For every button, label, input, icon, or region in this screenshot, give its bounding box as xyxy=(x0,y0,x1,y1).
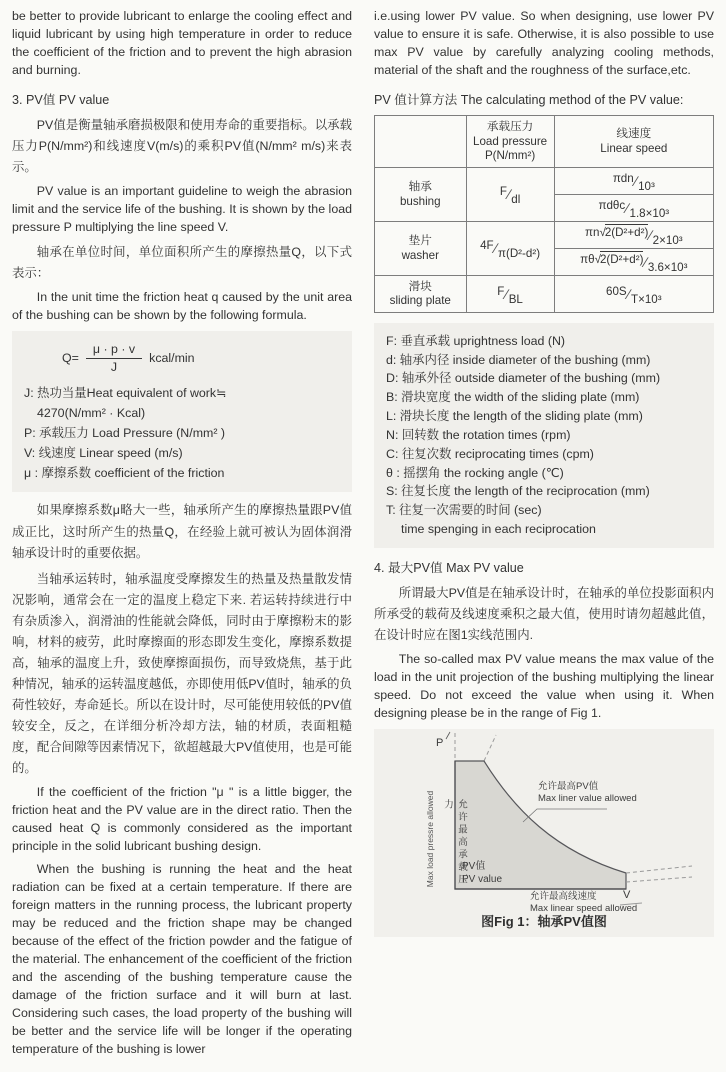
washer-speed-1: πn√2(D²+d²)∕2×10³ xyxy=(585,225,683,247)
pv-calc-table xyxy=(374,115,714,313)
paragraph-running-en: When the bushing is running the heat and the heat radiation can be fixed at a certain temperature. If there are foreign matters in the running process, the lubricant property may be reduced and the friction shape may be changed because of the effect of the friction powder and the fatigue of the material. The enhancement of the coefficient of the friction and the ascending of the bushing temperature cause the damage of the friction surface and it will burn at last. Considering such cases, the load property of the bushing will be better and the service life will be longer if the operating temperature of the bushing is lower xyxy=(12,862,352,1057)
slider-s1-num: 60S xyxy=(606,284,627,298)
legend-d: d: 轴承内径 inside diameter of the bushing (mm) xyxy=(386,352,651,367)
col-header-speed xyxy=(554,115,713,167)
table-header-row xyxy=(375,115,714,167)
max-speed-zh: 允许最高线速度 xyxy=(530,891,597,903)
col-header-pressure xyxy=(466,115,554,167)
right-column xyxy=(374,8,714,1064)
formula-var-j: J: 热功当量Heat equivalent of work≒ xyxy=(24,386,227,400)
legend-F: F: 垂直承载 uprightness load (N) xyxy=(386,333,566,348)
paragraph-pv-zh: PV值是衡量轴承磨损极限和使用寿命的重要指标。以承载压力P(N/mm²)和线速度V(m/s)的乘积PV值(N/mm² m/s)来表示。 xyxy=(12,117,352,175)
col-pressure-sub: P(N/mm²) xyxy=(484,149,536,163)
table-corner-cell xyxy=(375,115,467,167)
pv-region-label xyxy=(462,861,502,886)
heading-max-pv: 4. 最大PV值 Max PV value xyxy=(374,560,524,575)
bushing-speed-2: πdθc∕1.8×10³ xyxy=(555,194,713,221)
formula-q xyxy=(62,342,340,375)
variable-legend-box xyxy=(374,323,714,548)
col-speed-zh: 线速度 xyxy=(616,127,652,141)
col-speed-en: Linear speed xyxy=(600,141,668,155)
table-row-sliding-plate xyxy=(375,275,714,312)
formula-var-mu: μ : 摩擦系数 coefficient of the friction xyxy=(24,466,225,481)
heading-pv-value: 3. PV值 PV value xyxy=(12,92,110,107)
washer-s2-root: 2(D²+d²) xyxy=(599,252,644,266)
pv-figure-panel xyxy=(374,729,714,937)
formula-box xyxy=(12,331,352,492)
bushing-zh: 轴承 xyxy=(408,179,432,193)
p-axis-label: P xyxy=(436,737,444,750)
washer-en: washer xyxy=(401,248,439,262)
table-row-washer xyxy=(375,221,714,275)
washer-pressure-formula: 4F∕π(D²-d²) xyxy=(466,221,554,275)
formula-denominator: J xyxy=(110,360,118,375)
y-axis-label-en: Max load pressre allowed xyxy=(425,790,435,888)
paragraph-max-zh: 所谓最大PV值是在轴承设计时，在轴承的单位投影面积内所承受的载荷及线速度乘积之最大值，使用时请勿超越此值，在设计时应在图1实线范围内. xyxy=(374,585,714,643)
slider-s1-den: T×10³ xyxy=(631,292,662,306)
bushing-pressure-formula: F∕dl xyxy=(466,167,554,221)
paragraph-carryover-left: be better to provide lubricant to enlarge the cooling effect and liquid lubricant by using high temperature in order to reduce the coefficient of the friction and to prevent the high abrasion and burning. xyxy=(12,9,352,77)
legend-C: C: 往复次数 reciprocating times (cpm) xyxy=(386,446,594,461)
pv-region-label-en: PV value xyxy=(462,873,503,885)
formula-var-j-cont: 4270(N/mm² · Kcal) xyxy=(37,406,146,421)
slider-p-den: BL xyxy=(508,292,523,306)
slider-speed-1: 60S∕T×10³ xyxy=(606,284,662,306)
legend-N: N: 回转数 the rotation times (rpm) xyxy=(386,427,571,442)
col-pressure-zh: 承载压力 xyxy=(486,119,534,133)
paragraph-carryover-right: i.e.using lower PV value. So when designing, use lower PV value to ensure it is safe. Otherwise, it is also possible to use max PV value by carefully analyzing cooling methods, material of the shaft and the roughness of the surface,etc. xyxy=(374,9,714,77)
slider-en: sliding plate xyxy=(389,294,451,308)
max-pv-en: Max liner value allowed xyxy=(538,793,637,804)
bushing-en: bushing xyxy=(399,194,441,208)
legend-T-cont: time spenging in each reciprocation xyxy=(401,522,596,537)
bushing-s1-num: πdn xyxy=(612,171,634,185)
slider-zh: 滑块 xyxy=(408,279,432,293)
bushing-s2-num: πdθc xyxy=(598,198,626,212)
formula-var-p: P: 承载压力 Load Pressure (N/mm² ) xyxy=(24,426,226,441)
paragraph-max-en: The so-called max PV value means the max value of the load in the unit projection of the bushing multiplying the linear speed. Do not exceed the value when using it. When designing please be in the range of Fig 1. xyxy=(374,652,714,721)
slider-pressure-formula: F∕BL xyxy=(466,275,554,312)
paragraph-q-en: In the unit time the friction heat q caused by the unit area of the bushing can be shown by the following formula. xyxy=(12,290,352,323)
table-row-bushing xyxy=(375,167,714,221)
legend-B: B: 滑块宽度 the width of the sliding plate (mm) xyxy=(386,390,640,405)
washer-p-den: π(D²-d²) xyxy=(497,247,541,261)
slider-speed-formulas xyxy=(554,275,713,312)
formula-lead: Q= xyxy=(62,351,79,366)
washer-s1-root: 2(D²+d²) xyxy=(604,225,649,239)
formula-unit: kcal/min xyxy=(149,351,195,366)
formula-var-v: V: 线速度 Linear speed (m/s) xyxy=(24,446,183,461)
paragraph-running-zh: 当轴承运转时，轴承温度受摩擦发生的热量及热量散发情况影响，通常会在一定的温度上稳定下来. 若运转持续进行中有杂质渗入，润滑油的性能就会降低，同时由于摩擦粉末的影响，材料的疲劳，此时摩擦面的形态即发生变化，摩擦系数提高，轴承的温度上升，致使摩擦面损伤，而导致烧焦，基于此种情况，轴承的运转温度越低，亦即使用低PV值时，轴承的负荷性较好，寿命延长。所以在设计时，尽可能使用较低的PV值较安全，反之，在详细分析冷却方法，轴的材质，表面粗糙度，配合间隙等因素情况下，欲超越最大PV值使用，也是可能的。 xyxy=(12,571,352,776)
row-label-washer xyxy=(375,221,467,275)
row-label-sliding-plate xyxy=(375,275,467,312)
p-arrow xyxy=(446,732,450,739)
figure-caption: 图Fig 1：轴承PV值图 xyxy=(481,914,607,930)
washer-s1-den: 2×10³ xyxy=(652,233,683,247)
washer-s2-pre: πθ xyxy=(580,252,595,266)
y-axis-label-zh: 允许最高承载压力 xyxy=(442,799,467,887)
washer-s1-pre: πn xyxy=(585,225,600,239)
paragraph-mu-en: If the coefficient of the friction "μ " is a little bigger, the friction heat and the PV value are in the direct ratio. Then the caused heat Q is commonly considered as the important principle in the solid lubricant bushing design. xyxy=(12,785,352,854)
heading-calc-method: PV 值计算方法 The calculating method of the PV value: xyxy=(374,92,684,107)
bushing-p-num: F xyxy=(499,185,507,199)
left-column xyxy=(12,8,352,1064)
bushing-p-den: dl xyxy=(511,193,521,207)
v-axis-label: V xyxy=(623,889,631,902)
washer-s2-den: 3.6×10³ xyxy=(647,260,688,274)
dashed-curve-right xyxy=(626,866,692,873)
col-pressure-en: Load pressure xyxy=(473,134,548,148)
slider-p-num: F xyxy=(497,284,505,298)
row-label-bushing xyxy=(375,167,467,221)
dashed-curve-top xyxy=(484,735,496,761)
washer-zh: 垫片 xyxy=(408,233,432,247)
legend-S: S: 往复长度 the length of the reciprocation (mm) xyxy=(386,484,650,499)
washer-speed-2: πθ√2(D²+d²)∕3.6×10³ xyxy=(555,248,713,275)
washer-speed-formulas xyxy=(554,221,713,275)
washer-p-num: 4F xyxy=(480,239,494,253)
max-speed-en: Max linear speed allowed xyxy=(530,902,638,914)
legend-theta: θ : 摇摆角 the rocking angle (℃) xyxy=(386,465,564,480)
paragraph-q-zh: 轴承在单位时间，单位面积所产生的摩擦热量Q，以下式表示： xyxy=(12,245,352,281)
dashed-base-right xyxy=(626,877,692,882)
bushing-speed-1: πdn∕10³ xyxy=(612,171,655,193)
pv-region-label-zh: PV值 xyxy=(462,861,486,873)
legend-T: T: 往复一次需要的时间 (sec) xyxy=(386,503,542,518)
bushing-s1-den: 10³ xyxy=(638,179,655,193)
bushing-s2-den: 1.8×10³ xyxy=(629,206,670,220)
bushing-speed-formulas xyxy=(554,167,713,221)
legend-D: D: 轴承外径 outside diameter of the bushing (mm) xyxy=(386,371,661,386)
max-pv-callout xyxy=(538,781,637,805)
paragraph-mu-zh: 如果摩擦系数μ略大一些，轴承所产生的摩擦热量跟PV值成正比，这时所产生的热量Q，在经验上就可被认为固体润滑轴承设计时的重要依据。 xyxy=(12,503,352,560)
formula-numerator: μ · p · v xyxy=(86,342,142,359)
legend-L: L: 滑块长度 the length of the sliding plate (mm) xyxy=(386,409,643,424)
callout-leader-line xyxy=(523,809,607,822)
max-pv-zh: 允许最高PV值 xyxy=(538,781,599,793)
formula-fraction xyxy=(86,342,142,375)
paragraph-pv-en: PV value is an important guideline to weigh the abrasion limit and the service life of the bushing. It is shown by the load pressure P multiplying the line speed V. xyxy=(12,184,352,235)
